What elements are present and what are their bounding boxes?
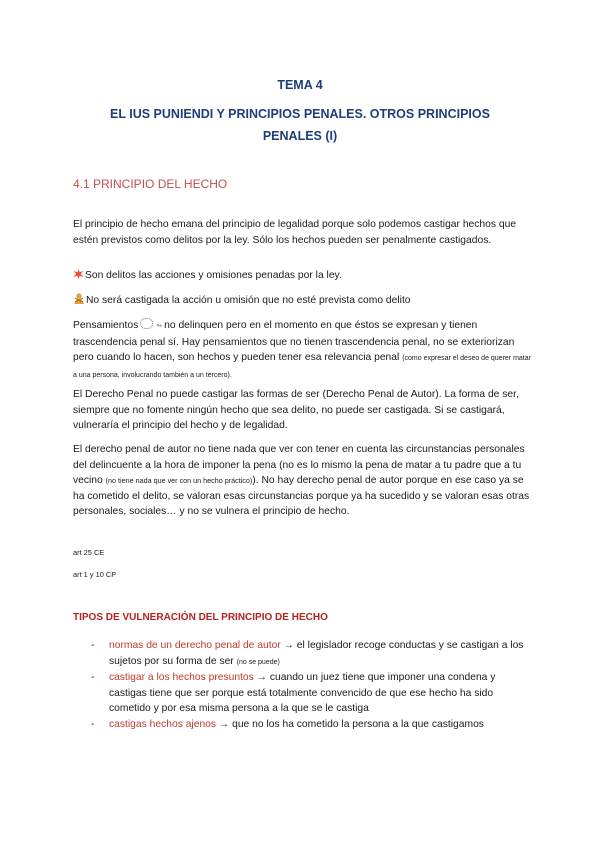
ref-art-25-ce: art 25 CE <box>73 548 105 557</box>
thought-bubble-icon <box>140 318 153 329</box>
paragraph-6-part-1: El derecho penal de autor no tiene nada que ver con tener en cuenta las circunstancias personales del delincuente a la hora de imponer la pena (no es lo mismo la pena de matar a tu padre que a tu vecino <box>73 444 525 487</box>
list-item <box>73 717 533 733</box>
list-dash: - <box>91 640 95 651</box>
list-dash: - <box>91 672 95 684</box>
violation-types-list <box>73 638 533 733</box>
arrow-icon: → <box>256 672 267 684</box>
list-item <box>73 638 533 670</box>
tema-heading: TEMA 4 <box>277 78 323 92</box>
paragraph-4-body: no delinquen pero en el momento en que éstos se expresan y tienen trascendencia penal sí. Hay pensamientos que no tienen trascendencia penal, no se exteriorizan pero cuando lo hacen, son hechos y pueden tener esa relevancia penal <box>73 320 515 364</box>
ref-art-1-10-cp: art 1 y 10 CP <box>73 570 117 579</box>
list-item-text: que no los ha cometido la persona a la que castigamos <box>232 718 484 730</box>
list-dash: - <box>91 718 95 730</box>
page-title: EL IUS PUNIENDI Y PRINCIPIOS PENALES. OTROS PRINCIPIOS PENALES (I) <box>110 107 490 143</box>
list-item-note: (no se puede) <box>236 658 280 666</box>
list-item-text: el legislador recoge conductas y se castigan a los sujetos por su forma de ser <box>109 640 524 667</box>
paragraph-6-note: (no tiene nada que ver con un hecho práctico) <box>105 476 253 486</box>
arrow-icon: → <box>218 718 230 730</box>
arrow-icon: ↬ <box>156 323 163 330</box>
paragraph-3 <box>73 293 533 310</box>
list-item-term: castigas hechos ajenos <box>109 718 217 730</box>
subsection-heading: TIPOS DE VULNERACIÓN DEL PRINCIPIO DE HECHO <box>73 612 328 623</box>
paragraph-2 <box>73 268 533 285</box>
paragraph-5: El Derecho Penal no puede castigar las formas de ser (Derecho Penal de Autor). La forma de ser, siempre que no fomente ningún hecho que sea delito, no puede ser castigada. Si se castigará, vulneraría el principio del hecho y de legalidad. <box>73 389 519 432</box>
paragraph-1: El principio de hecho emana del principio de legalidad porque solo podemos castigar hechos que estén previstos como delitos por la ley. Sólo los hechos pueden ser penalmente castigados. <box>73 219 517 246</box>
paragraph-3-text: No será castigada la acción u omisión que no esté prevista como delito <box>86 295 411 306</box>
paragraph-6 <box>73 442 533 520</box>
list-item-text: cuando un juez tiene que imponer una condena y castigas tiene que ser porque está totalmente convencido de que ese hecho ha sido cometido y por esa misma persona a la que se le castiga <box>109 672 496 715</box>
section-heading: 4.1 PRINCIPIO DEL HECHO <box>73 177 228 191</box>
list-item-term: castigar a los hechos presuntos <box>109 672 254 684</box>
paragraph-2-text: Son delitos las acciones y omisiones penadas por la ley. <box>85 270 342 281</box>
paragraph-6-part-2: ). No hay derecho penal de autor porque en ese caso ya se ha cometido el delito, se valoran esas circunstancias porque ya ha sucedido y se valoran esas otras personales, sociales… y no se vulnera el principio de hecho. <box>73 475 530 518</box>
paragraph-4-lead: Pensamientos <box>73 320 139 331</box>
arrow-icon: → <box>283 640 294 651</box>
collision-icon <box>73 269 84 285</box>
paragraph-4-note: (como expresar el deseo de querer matar a una persona, involucrando también a un tercero). <box>73 355 531 379</box>
list-item <box>73 670 533 717</box>
list-item-term: normas de un derecho penal de autor <box>109 640 281 651</box>
paragraph-4 <box>73 318 533 383</box>
person-gesturing-no-icon <box>73 293 85 310</box>
